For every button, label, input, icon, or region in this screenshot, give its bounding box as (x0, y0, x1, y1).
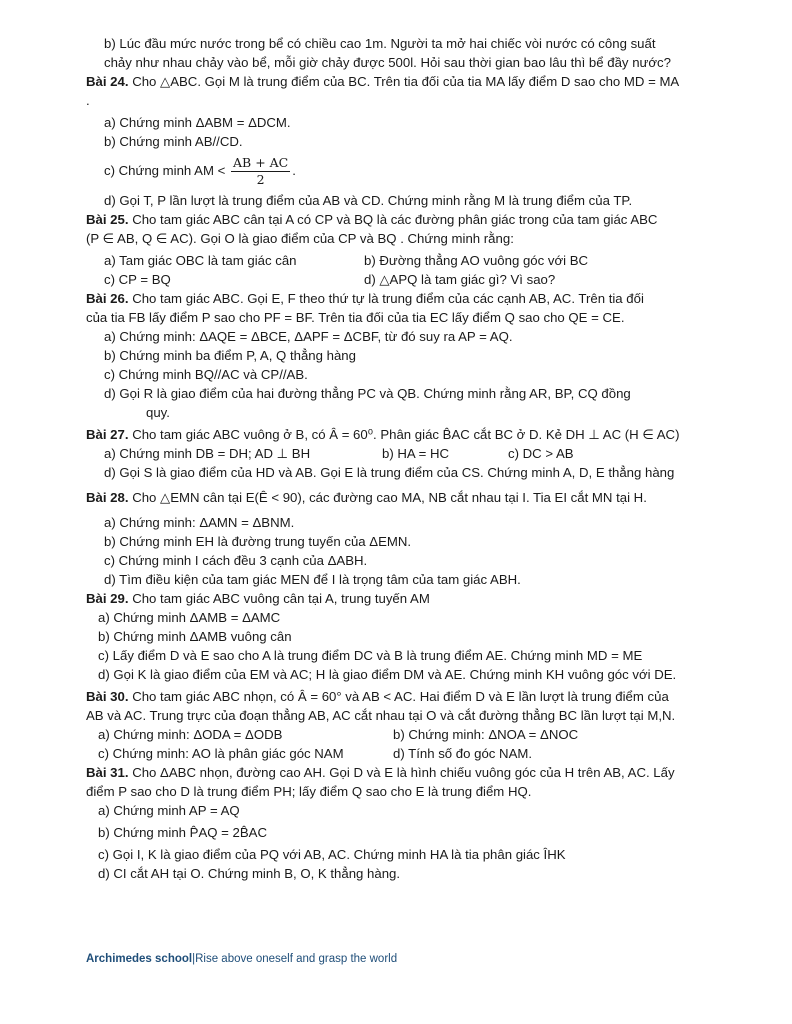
text-line: chảy như nhau chảy vào bể, mỗi giờ chảy được 500l. Hỏi sau thời gian bao lâu thì bể đầy nước? (104, 55, 671, 70)
problem-title: Bài 30. (86, 689, 129, 704)
problem-30-part-b: b) Chứng minh: ΔNOA = ΔNOC (393, 727, 579, 742)
problem-text: Cho △EMN cân tại E(Ê < 90), các đường cao MA, NB cắt nhau tại I. Tia EI cắt MN tại H. (132, 490, 647, 505)
problem-text: Cho tam giác ABC nhọn, có Â = 60° và AB < AC. Hai điểm D và E lần lượt là trung điểm của (132, 689, 669, 704)
problem-24-part-a: a) Chứng minh ΔABM = ΔDCM. (104, 115, 291, 130)
text-line: . (86, 93, 90, 108)
problem-25 (86, 210, 722, 229)
problem-title: Bài 29. (86, 591, 129, 606)
problem-text: Cho tam giác ABC vuông cân tại A, trung tuyến AM (132, 591, 430, 606)
problem-text: Cho tam giác ABC vuông ở B, có Â = 60⁰. Phân giác B̂AC cắt BC ở D. Kẻ DH ⊥ AC (H ∈ AC) (132, 427, 680, 442)
problem-29-part-d: d) Gọi K là giao điểm của EM và AC; H là giao điểm DM và AE. Chứng minh KH vuông góc với DE. (98, 667, 677, 682)
problem-24-part-c (86, 151, 722, 191)
part-c-end: . (292, 163, 296, 178)
problem-25-part-d: d) △APQ là tam giác gì? Vì sao? (364, 272, 556, 287)
problem-25-part-c: c) CP = BQ (104, 272, 171, 287)
problem-27-part-d: d) Gọi S là giao điểm của HD và AB. Gọi E là trung điểm của CS. Chứng minh A, D, E thẳng hàng (104, 465, 675, 480)
text-line: b) Lúc đầu mức nước trong bể có chiều cao 1m. Người ta mở hai chiếc vòi nước có công suất (104, 36, 656, 51)
problem-29-part-c: c) Lấy điểm D và E sao cho A là trung điểm DC và B là trung điểm AE. Chứng minh MD = ME (98, 648, 643, 663)
text-line: quy. (146, 405, 170, 420)
footer-separator: | (192, 953, 196, 965)
problem-26-part-a: a) Chứng minh: ΔAQE = ΔBCE, ΔAPF = ΔCBF, từ đó suy ra AP = AQ. (104, 329, 513, 344)
problem-text: Cho △ABC. Gọi M là trung điểm của BC. Trên tia đối của tia MA lấy điểm D sao cho MD = MA (132, 74, 680, 89)
problem-24-part-d: d) Gọi T, P lần lượt là trung điểm của AB và CD. Chứng minh rằng M là trung điểm của TP. (104, 193, 633, 208)
problem-28 (86, 488, 722, 507)
problem-29 (86, 589, 722, 608)
fraction (231, 155, 290, 188)
text-line: (P ∈ AB, Q ∈ AC). Gọi O là giao điểm của CP và BQ . Chứng minh rằng: (86, 231, 514, 246)
problem-30-part-a: a) Chứng minh: ΔODA = ΔODB (98, 727, 283, 742)
problem-29-part-a: a) Chứng minh ΔAMB = ΔAMC (98, 610, 281, 625)
problem-26 (86, 289, 722, 308)
problem-26-part-d: d) Gọi R là giao điểm của hai đường thẳng PC và QB. Chứng minh rằng AR, BP, CQ đồng (104, 386, 631, 401)
text-line: AB và AC. Trung trực của đoạn thẳng AB, AC cắt nhau tại O và cắt đường thẳng BC lần lượt tại M,N. (86, 708, 676, 723)
document-body (86, 34, 722, 883)
problem-30 (86, 687, 722, 706)
problem-25-row-1 (86, 251, 722, 270)
footer-slogan: Rise above oneself and grasp the world (195, 953, 398, 965)
problem-29-part-b: b) Chứng minh ΔAMB vuông cân (98, 629, 292, 644)
problem-26-part-c: c) Chứng minh BQ//AC và CP//AB. (104, 367, 308, 382)
problem-28-part-a: a) Chứng minh: ΔAMN = ΔBNM. (104, 515, 295, 530)
page-footer (86, 953, 397, 965)
problem-title: Bài 31. (86, 765, 129, 780)
problem-27-row (86, 444, 722, 463)
problem-30-row-2 (86, 744, 722, 763)
problem-24 (86, 72, 722, 91)
problem-title: Bài 24. (86, 74, 129, 89)
problem-24-part-b: b) Chứng minh AB//CD. (104, 134, 243, 149)
problem-30-part-c: c) Chứng minh: AO là phân giác góc NAM (98, 746, 344, 761)
problem-27 (86, 425, 722, 444)
problem-28-part-b: b) Chứng minh EH là đường trung tuyến của ΔEMN. (104, 534, 412, 549)
text-line: của tia FB lấy điểm P sao cho PF = BF. Trên tia đối của tia EC lấy điểm Q sao cho QE = CE. (86, 310, 625, 325)
fraction-numerator: AB + AC (233, 155, 289, 171)
problem-27-part-a: a) Chứng minh DB = DH; AD ⊥ BH (104, 446, 311, 461)
footer-brand: Archimedes school (86, 953, 193, 965)
problem-title: Bài 25. (86, 212, 129, 227)
problem-31-part-a: a) Chứng minh AP = AQ (98, 803, 240, 818)
problem-title: Bài 28. (86, 490, 129, 505)
problem-text: Cho ΔABC nhọn, đường cao AH. Gọi D và E là hình chiếu vuông góc của H trên AB, AC. Lấy (132, 765, 675, 780)
problem-27-part-b: b) HA = HC (382, 446, 450, 461)
problem-31 (86, 763, 722, 782)
problem-31-part-c: c) Gọi I, K là giao điểm của PQ với AB, AC. Chứng minh HA là tia phân giác ÎHK (98, 847, 566, 862)
problem-30-part-d: d) Tính số đo góc NAM. (393, 746, 533, 761)
problem-27-part-c: c) DC > AB (508, 446, 574, 461)
problem-31-part-b: b) Chứng minh P̂AQ = 2B̂AC (98, 825, 267, 840)
problem-28-part-c: c) Chứng minh I cách đều 3 cạnh của ΔABH. (104, 553, 368, 568)
problem-28-part-d: d) Tìm điều kiện của tam giác MEN để I là trọng tâm của tam giác ABH. (104, 572, 521, 587)
problem-25-row-2 (86, 270, 722, 289)
text-line: điểm P sao cho D là trung điểm PH; lấy điểm Q sao cho E là trung điểm HQ. (86, 784, 532, 799)
fraction-denominator: 2 (256, 172, 265, 188)
problem-text: Cho tam giác ABC cân tại A có CP và BQ là các đường phân giác trong của tam giác ABC (132, 212, 658, 227)
problem-30-row-1 (86, 725, 722, 744)
problem-text: Cho tam giác ABC. Gọi E, F theo thứ tự là trung điểm của các cạnh AB, AC. Trên tia đối (132, 291, 644, 306)
problem-25-part-b: b) Đường thẳng AO vuông góc với BC (364, 253, 589, 268)
problem-25-part-a: a) Tam giác OBC là tam giác cân (104, 253, 297, 268)
problem-title: Bài 27. (86, 427, 129, 442)
problem-31-part-d: d) CI cắt AH tại O. Chứng minh B, O, K thẳng hàng. (98, 866, 401, 881)
problem-26-part-b: b) Chứng minh ba điểm P, A, Q thẳng hàng (104, 348, 356, 363)
problem-title: Bài 26. (86, 291, 129, 306)
part-c-text: c) Chứng minh AM < (104, 163, 226, 178)
